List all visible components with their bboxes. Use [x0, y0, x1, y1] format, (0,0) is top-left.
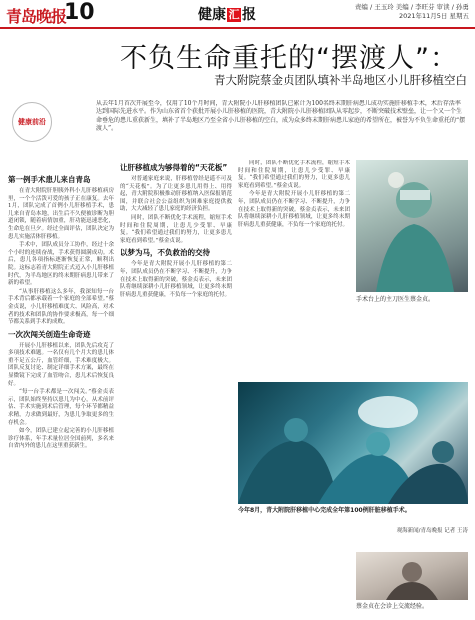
section-label [198, 4, 256, 24]
paragraph: 在青大附院肝胆胰外科小儿肝移植病房里，一个个活泼可爱的孩子正在康复。去年1月，团队完成了首例小儿肝移植手术，患儿来自青岛本地，出生后不久便被诊断为胆道闭锁，随着病情加重，肝功能迅速恶化，生命危在旦夕。经过全面评估，团队决定为患儿实施活体肝移植。 [8, 188, 114, 240]
newspaper-logo: 青岛晚报 [6, 7, 67, 26]
paragraph: “每一台手术都是一次闯关。”蔡金贞表示，团队始终坚持以患儿为中心，从术前评估、手术实施到术后管理，每个环节都精益求精，力求做到最好，为患儿争取更多的生存机会。 [8, 389, 114, 426]
paragraph: “从事肝移植这么多年，我深知每一台手术背后都承载着一个家庭的全部希望。”蔡金贞说，小儿肝移植难度大、风险高，对术者的技术和团队的协作要求极高，每一个细节都关系到手术的成败。 [8, 288, 114, 326]
text-column-2 [120, 160, 232, 612]
surgeon-illustration [356, 160, 468, 292]
section-heading-1: 第一例手术患儿来自青岛 [8, 175, 91, 184]
section-box-icon: 汇 [228, 8, 240, 21]
section-prefix: 健康 [198, 7, 226, 23]
operating-room-photo [238, 382, 468, 504]
paragraph: 手术中，团队成员分工协作，经过十余个小时的连续奋战，手术获得圆满成功。术后，患儿各项指标逐渐恢复正常，顺利出院。这标志着青大附院正式迈入小儿肝移植时代，为半岛地区的终末期肝病患儿带来了新的希望。 [8, 242, 114, 287]
section-heading-4: 以梦为马，不负救治的交待 [120, 248, 210, 258]
paragraph: 今年是青大附院开展小儿肝移植的第二年，团队成员仍在不断学习、不断提升，力争在技术上取得新的突破。蔡金贞表示，未来团队将继续深耕小儿肝移植领域，让更多终末期肝病患儿重获健康，不负每一个家庭的托付。 [120, 261, 232, 298]
column-tag-label: 健康前沿 [18, 118, 46, 126]
editors-credit [355, 3, 469, 21]
paragraph: 开展小儿肝移植以来，团队先后攻克了多项技术难题。一名仅有几个月大的患儿体重不足五公斤，血管纤细，手术难度极大。团队反复讨论、制定详细手术方案，最终在显微镜下完成了血管吻合，患儿术后恢复良好。 [8, 342, 114, 387]
section-suffix: 报 [242, 7, 256, 23]
operating-room-illustration [238, 382, 468, 504]
photo-caption: 手术台上的主刀医生蔡金贞。 [356, 296, 435, 303]
paragraph: 对普通家庭来说，肝移植曾经是遥不可及的“天花板”。为了让更多患儿用得上、用得起，青大附院积极推动肝移植纳入医保报销范围，并联合社会公益组织为困难家庭提供救助，大大减轻了患儿家庭的经济负担。 [120, 176, 232, 213]
section-heading-3: 让肝移植成为够得着的“天花板” [120, 163, 228, 172]
paragraph: 今年是青大附院开展小儿肝移植的第二年，团队成员仍在不断学习、不断提升，力争在技术上取得新的突破。蔡金贞表示，未来团队将继续深耕小儿肝移植领域，让更多终末期肝病患儿重获健康，不负每一个家庭的托付。 [238, 191, 350, 228]
page-number: 10 [64, 0, 95, 25]
page-header [0, 0, 475, 28]
text-column-3 [238, 160, 350, 378]
photo-caption: 今年8月，青大附院肝移植中心完成全年第100例肝脏移植手术。 [238, 507, 411, 514]
article-headline: 不负生命重托的“摆渡人”： [120, 43, 458, 74]
article-byline: 观海新闻/青岛晚报 记者 王涛 [396, 528, 468, 534]
article-subheadline: 青大附院蔡金贞团队填补半岛地区小儿肝移植空白 [214, 73, 467, 87]
editors-date: 2021年11月5日 星期五 [398, 12, 469, 20]
column-tag-badge [12, 102, 52, 142]
paragraph: 同时，团队不断优化手术流程，缩短手术时间和住院周期，让患儿少受罪、早康复。“我们希望通过我们的努力，让更多患儿家庭看到希望。”蔡金贞说。 [238, 160, 350, 189]
article-intro: 从去年1月首次开展至今，仅用了10个月时间，青大附院小儿肝移植团队已累计为100名终末期肝病患儿成功实施肝移植手术，术后存活率达到国际先进水平。作为山东省首个获批开展小儿肝移植的医院，青大附院小儿肝移植团队从零起步，不断突破技术壁垒，让一个又一个生命垂危的患儿重获新生，填补了半岛地区乃至全省小儿肝移植的空白，成为众多终末期肝病患儿家庭的希望所在，被誉为不负生命重托的“摆渡人”。 [96, 100, 466, 133]
surgeon-photo [356, 160, 468, 292]
paragraph: 如今，团队已建立起完善的小儿肝移植诊疗体系，年手术量位居全国前列，多名来自省内外的患儿在这里重获新生。 [8, 428, 114, 450]
editors-line-1: 责编 / 王玉玲 美编 / 李旺芬 审读 / 孙勇 [354, 3, 469, 11]
consultation-illustration [356, 552, 468, 600]
paragraph: 同时，团队不断优化手术流程，缩短手术时间和住院周期，让患儿少受罪、早康复。“我们希望通过我们的努力，让更多患儿家庭看到希望。”蔡金贞说。 [120, 214, 232, 244]
text-column-1 [8, 172, 114, 612]
section-heading-2: 一次次闯关创造生命奇迹 [8, 329, 91, 339]
consultation-photo [356, 552, 468, 600]
header-divider [0, 27, 475, 29]
photo-caption: 蔡金贞在会诊上交流经验。 [356, 603, 429, 610]
